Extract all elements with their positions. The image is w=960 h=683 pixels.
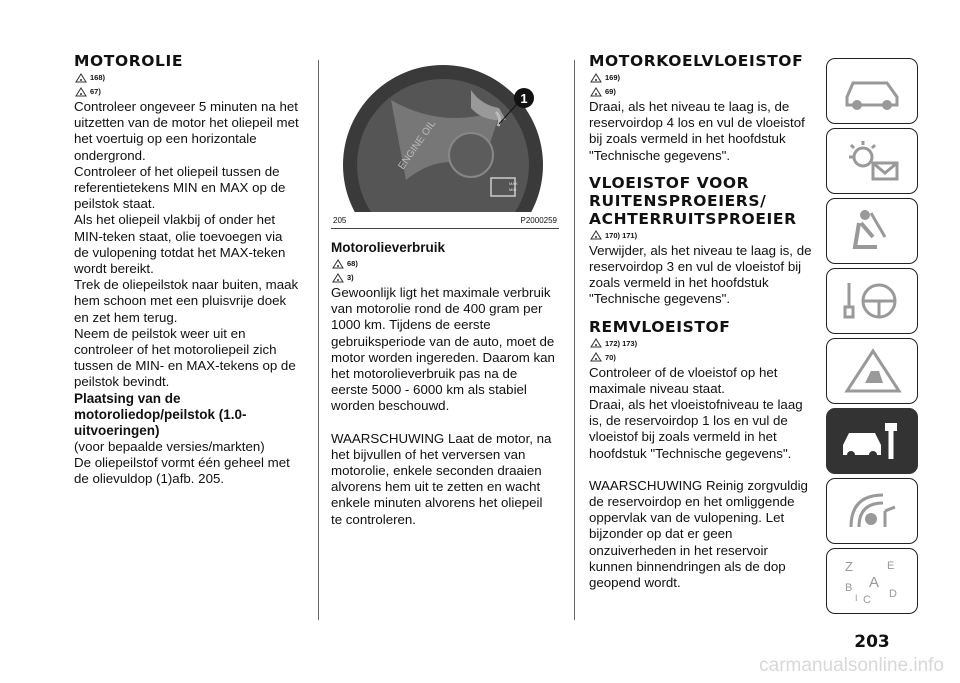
note-ref: 172) 173): [589, 337, 815, 350]
column-divider: [318, 60, 319, 620]
cap-min-label: MIN: [509, 187, 517, 192]
subtitle-dipstick: Plaatsing van de motoroliedop/peilstok (1.0-uitvoeringen): [74, 390, 247, 438]
cap-text: ENGINE OIL: [396, 118, 439, 172]
figure-code: P2000259: [520, 216, 557, 225]
tab-index-icon[interactable]: [826, 548, 918, 614]
warning-hand-icon: [589, 351, 603, 363]
tab-media-icon[interactable]: [826, 478, 918, 544]
paragraph: Gewoonlijk ligt het maximale verbruik van motorolie rond de 400 gram per 1000 km. Tijdens de eerste gebruiksperiode van de auto, moet de motor worden ingereden. Daarom kan het motorolieverbruik pas na de eerste 5000 - 6000 km als stabiel worden beschouwd.: [331, 285, 555, 414]
warning-hand-icon: [589, 72, 603, 84]
paragraph: Draai, als het niveau te laag is, de reservoirdop 4 los en vul de vloeistof bij zoals vermeld in het hoofdstuk "Technische gegevens".: [589, 99, 805, 163]
warning-hand-icon: [589, 86, 603, 98]
column-vloeistoffen: [589, 52, 815, 591]
warning-hand-icon: [74, 72, 88, 84]
paragraph: Verwijder, als het niveau te laag is, de reservoirdop 3 en vul de vloeistof bij zoals vermeld in het hoofdstuk "Technische gegevens".: [589, 242, 812, 307]
steering-wheel-icon: [841, 277, 905, 325]
svg-text:I: I: [855, 593, 858, 603]
warning-hand-icon: [589, 337, 603, 349]
warning-hand-icon: [331, 272, 345, 284]
svg-text:A: A: [869, 574, 880, 591]
note-ref: 68): [331, 257, 557, 270]
note-ref: 67): [74, 85, 300, 98]
svg-text:E: E: [887, 560, 895, 572]
tab-seat-airbag-icon[interactable]: [826, 198, 918, 264]
tab-steering-wheel-icon[interactable]: [826, 268, 918, 334]
warning-paragraph: WAARSCHUWING Laat de motor, na het bijvullen of het verversen van motorolie, enkele seconden draaien alvorens hem uit te zetten en wacht enkele minuten alvorens het oliepeil te controleren.: [331, 430, 552, 527]
paragraph: Neem de peilstok weer uit en controleer of het motoroliepeil zich tussen de MIN- en MAX-tekens op de peilstok bevindt.: [74, 325, 296, 390]
tab-warning-light-icon[interactable]: [826, 128, 918, 194]
note-ref: 168): [74, 71, 300, 84]
paragraph: Trek de oliepeilstok naar buiten, maak hem schoon met een pluisvrije doek en zet hem terug.: [74, 277, 299, 325]
svg-text:Z: Z: [845, 559, 853, 574]
cap-max-label: MAX: [509, 181, 518, 186]
paragraph: Controleer of het oliepeil tussen de referentietekens MIN en MAX op de peilstok staat.: [74, 163, 286, 212]
note-ref: 69): [589, 85, 815, 98]
note-ref: 170) 171): [589, 229, 815, 242]
svg-text:B: B: [845, 582, 853, 594]
section-title-motorolie: MOTOROLIE: [74, 52, 184, 70]
oil-cap-illustration: [331, 60, 559, 212]
figure-caption: [331, 214, 559, 228]
figure-oil-cap: [331, 60, 559, 212]
paragraph: De oliepeilstof vormt één geheel met de olievuldop (1)afb. 205.: [74, 454, 290, 487]
warning-light-icon: [841, 137, 905, 185]
paragraph: Als het oliepeil vlakbij of onder het MIN-teken staat, olie toevoegen via de vulopening totdat het MAX-teken wordt bereikt.: [74, 212, 286, 277]
warning-hand-icon: [589, 229, 603, 241]
note-ref: 3): [331, 271, 557, 284]
svg-text:C: C: [863, 594, 871, 605]
media-icon: [841, 487, 905, 535]
svg-text:D: D: [889, 588, 897, 600]
page-number: 203: [854, 632, 890, 652]
road-sign-icon: [841, 347, 905, 395]
paragraph: Controleer ongeveer 5 minuten na het uitzetten van de motor het oliepeil met het voertuig op een horizontale ondergrond.: [74, 99, 299, 163]
tab-car-icon[interactable]: [826, 58, 918, 124]
watermark: carmanualsonline.info: [759, 655, 944, 676]
section-title-remvloeistof: REMVLOEISTOF: [589, 317, 731, 336]
caption-divider: [331, 228, 559, 229]
tab-car-wrench-icon[interactable]: [826, 408, 918, 474]
column-motorolieverbruik: [331, 240, 557, 528]
column-motorolie: [74, 52, 300, 487]
warning-hand-icon: [74, 86, 88, 98]
note-ref: 169): [589, 71, 815, 84]
paragraph: Draai, als het vloeistofniveau te laag is, de reservoirdop 1 los en vul de vloeistof bij zoals vermeld in het hoofdstuk "Technische gegevens".: [589, 397, 803, 461]
paragraph: (voor bepaalde versies/markten): [74, 438, 265, 454]
section-title-koelvloeistof: MOTORKOELVLOEISTOF: [589, 52, 804, 70]
chapter-tabs: [826, 58, 918, 618]
paragraph: Controleer of de vloeistof op het maximale niveau staat.: [589, 364, 778, 396]
section-title-ruitensproeiers: VLOEISTOF VOOR RUITENSPROEIERS/ ACHTERRUITSPROEIER: [589, 173, 797, 228]
car-icon: [841, 67, 905, 115]
column-divider: [574, 60, 575, 620]
warning-hand-icon: [331, 258, 345, 270]
callout-number: 1: [520, 91, 528, 106]
warning-paragraph: WAARSCHUWING Reinig zorgvuldig de reservoirdop en het omliggende oppervlak van de vulopening. Let bijzonder op dat er geen onzuiverheden in het reservoir kunnen binnendringen als de dop geopend wordt.: [589, 477, 808, 591]
figure-number: 205: [333, 216, 347, 225]
note-ref: 70): [589, 351, 815, 364]
car-wrench-icon: [841, 417, 905, 465]
seat-airbag-icon: [841, 207, 905, 255]
subtitle-motorolieverbruik: Motorolieverbruik: [331, 240, 446, 255]
index-icon: [841, 557, 905, 605]
tab-road-sign-icon[interactable]: [826, 338, 918, 404]
